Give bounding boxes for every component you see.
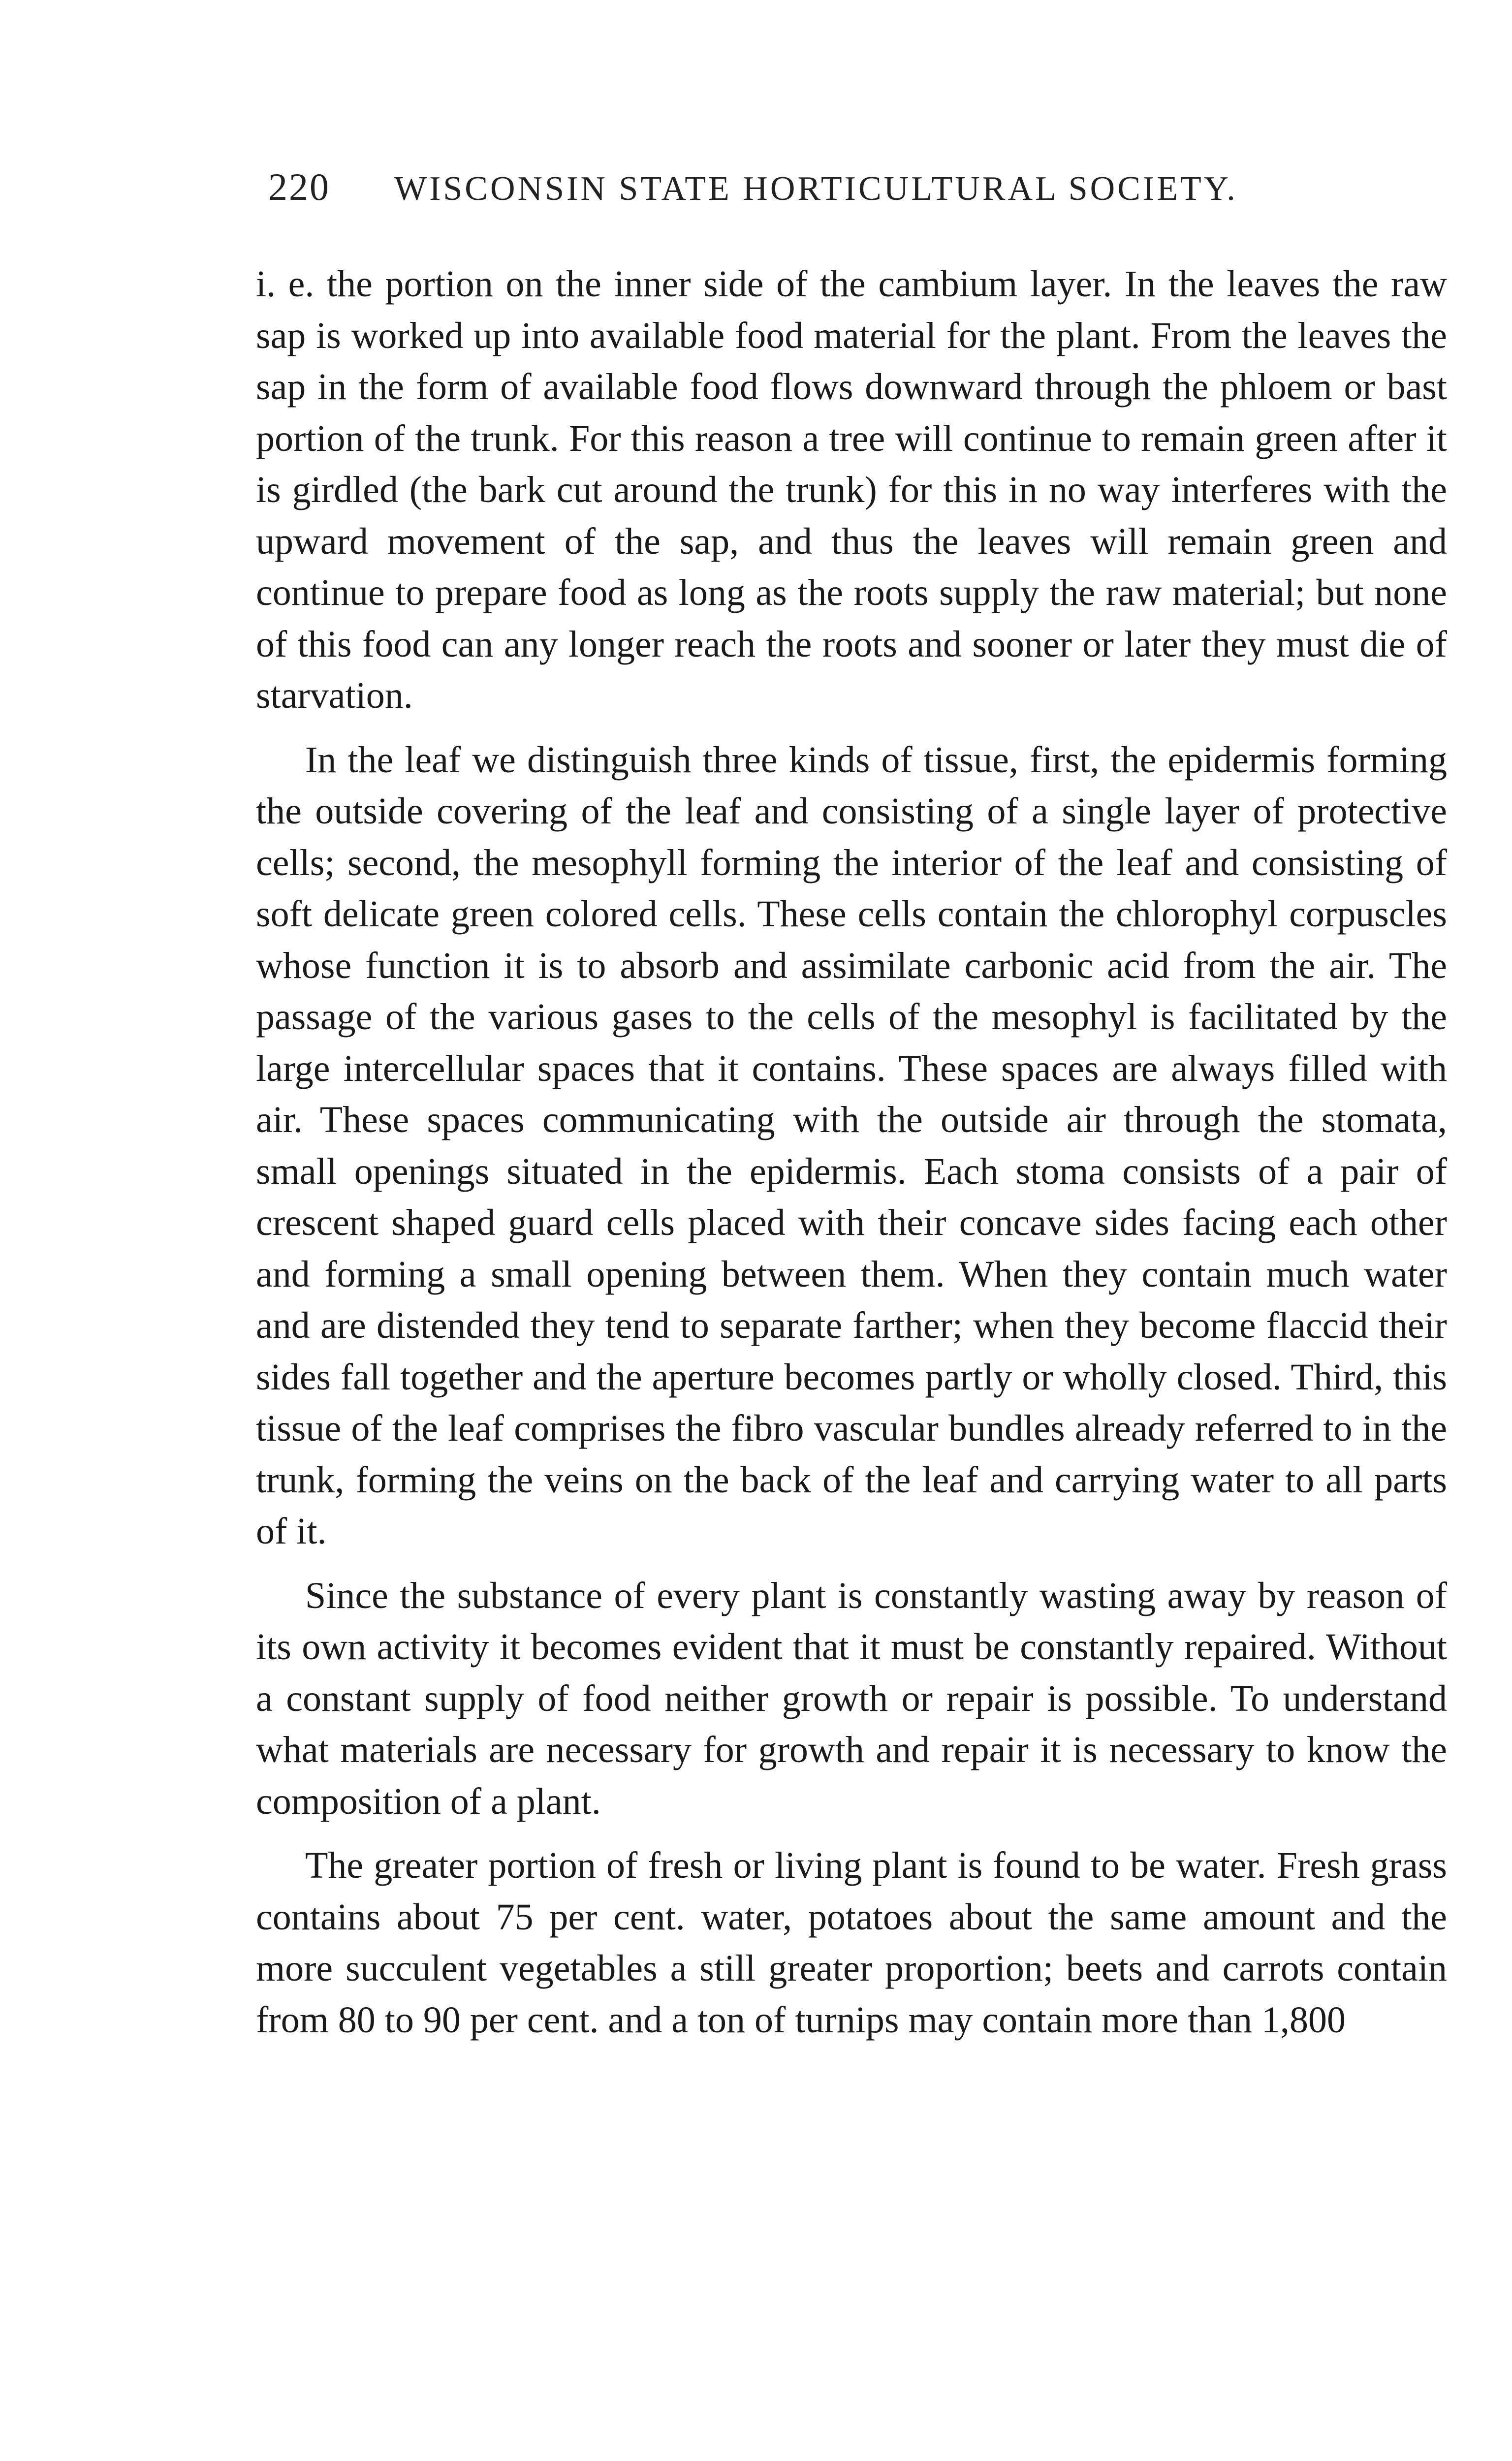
running-head bbox=[268, 165, 1322, 219]
paragraph-4: The greater portion of fresh or living plant is found to be water. Fresh grass contains about 75 per cent. water, potatoes about the same amount and the more succulent vegetables a still greater proportion; beets and carrots contain from 80 to 90 per cent. and a ton of turnips may contain more than 1,800 bbox=[256, 1845, 1447, 2041]
journal-title: WISCONSIN STATE HORTICULTURAL SOCIETY. bbox=[394, 170, 1238, 208]
body-text bbox=[256, 258, 1447, 2058]
paragraph-2: In the leaf we distinguish three kinds of tissue, first, the epidermis forming the outside covering of the leaf and consisting of a single layer of protective cells; second, the mesophyll forming the interior of the leaf and consisting of soft delicate green colored cells. These cells contain the chlorophyl corpuscles whose function it is to absorb and assimilate carbonic acid from the air. The passage of the various gases to the cells of the mesophyl is facilitated by the large intercellular spaces that it contains. These spaces are always filled with air. These spaces communicating with the outside air through the stomata, small openings situated in the epidermis. Each stoma consists of a pair of crescent shaped guard cells placed with their concave sides facing each other and forming a small opening between them. When they contain much water and are distended they tend to separate farther; when they become flaccid their sides fall together and the aperture becomes partly or wholly closed. Third, this tissue of the leaf comprises the fibro vascular bundles already referred to in the trunk, forming the veins on the back of the leaf and carrying water to all parts of it. bbox=[256, 739, 1447, 1552]
paragraph-1: i. e. the portion on the inner side of the cambium layer. In the leaves the raw sap is worked up into available food material for the plant. From the leaves the sap in the form of available food flows downward through the phloem or bast portion of the trunk. For this reason a tree will continue to remain green after it is girdled (the bark cut around the trunk) for this in no way interferes with the upward movement of the sap, and thus the leaves will remain green and continue to prepare food as long as the roots supply the raw material; but none of this food can any longer reach the roots and sooner or later they must die of starvation. bbox=[256, 263, 1447, 716]
paragraph-3: Since the substance of every plant is constantly wasting away by reason of its own activity it becomes evident that it must be constantly repaired. Without a constant supply of food neither growth or repair is possible. To understand what materials are necessary for growth and repair it is necessary to know the composition of a plant. bbox=[256, 1575, 1447, 1822]
page-number: 220 bbox=[268, 165, 330, 208]
